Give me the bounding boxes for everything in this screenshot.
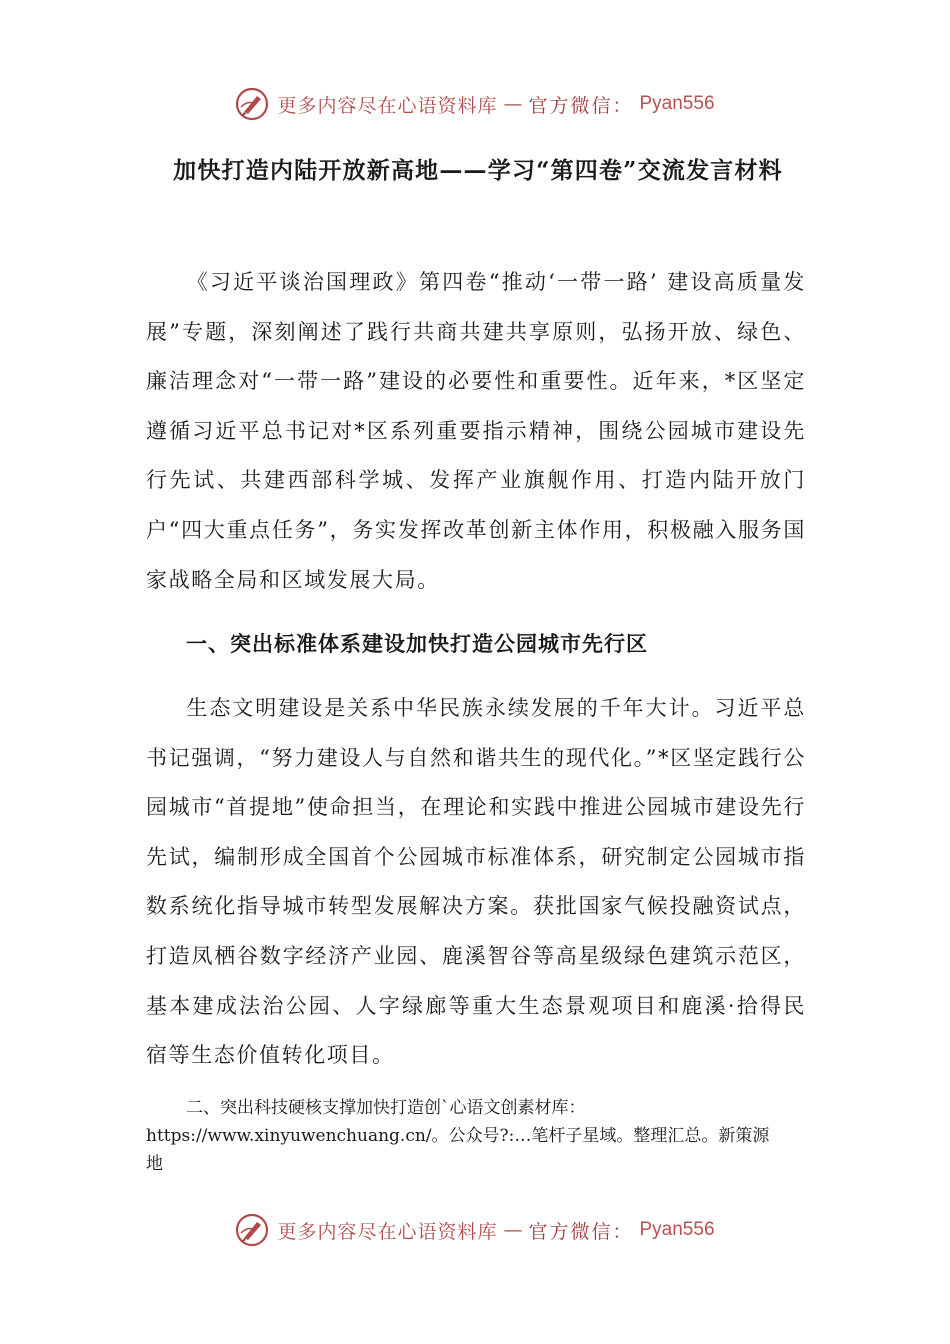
- banner-account: Pyan556: [639, 1219, 715, 1240]
- section1-heading: 一、突出标准体系建设加快打造公园城市先行区: [186, 632, 648, 656]
- pen-logo-icon: [235, 1213, 269, 1247]
- banner-dash: —: [503, 1219, 523, 1241]
- footer-banner: [0, 1208, 950, 1252]
- section2-heading: [146, 1094, 786, 1178]
- banner-official-label: 官方微信：: [528, 1220, 634, 1243]
- banner-dash: —: [503, 93, 523, 115]
- intro-paragraph: [146, 258, 806, 605]
- banner-brand: 更多内容尽在心语资料库: [277, 1220, 498, 1243]
- section1-paragraph: [146, 684, 806, 1081]
- document-title: 加快打造内陆开放新高地——学习“第四卷”交流发言材料: [173, 157, 783, 184]
- banner-official-label: 官方微信：: [528, 94, 634, 117]
- banner-brand: 更多内容尽在心语资料库: [277, 94, 498, 117]
- banner-account: Pyan556: [639, 93, 715, 114]
- intro-text: 《习近平谈治国理政》第四卷“推动‘一带一路’ 建设高质量发展”专题，深刻阐述了践行共商共建共享原则，弘扬开放、绿色、廉洁理念对“一带一路”建设的必要性和重要性。近年来，*区坚定遵循习近平总书记对*区系列重要指示精神，围绕公园城市建设先行先试、共建西部科学城、发挥产业旗舰作用、打造内陆开放门户“四大重点任务”，务实发挥改革创新主体作用，积极融入服务国家战略全局和区域发展大局。: [146, 270, 806, 592]
- section1-text: 生态文明建设是关系中华民族永续发展的千年大计。习近平总书记强调，“努力建设人与自然和谐共生的现代化。”*区坚定践行公园城市“首提地”使命担当，在理论和实践中推进公园城市建设先行先试，编制形成全国首个公园城市标准体系，研究制定公园城市指数系统化指导城市转型发展解决方案。获批国家气候投融资试点，打造凤栖谷数字经济产业园、鹿溪智谷等高星级绿色建筑示范区，基本建成法治公园、人字绿廊等重大生态景观项目和鹿溪·拾得民宿等生态价值转化项目。: [146, 696, 806, 1068]
- section2-text: 二、突出科技硬核支撑加快打造创`心语文创素材库：https://www.xinyuwenchuang.cn/。公众号?:…笔杆子星域。整理汇总。新策源地: [146, 1098, 770, 1174]
- header-banner: [0, 82, 950, 126]
- pen-logo-icon: [235, 87, 269, 121]
